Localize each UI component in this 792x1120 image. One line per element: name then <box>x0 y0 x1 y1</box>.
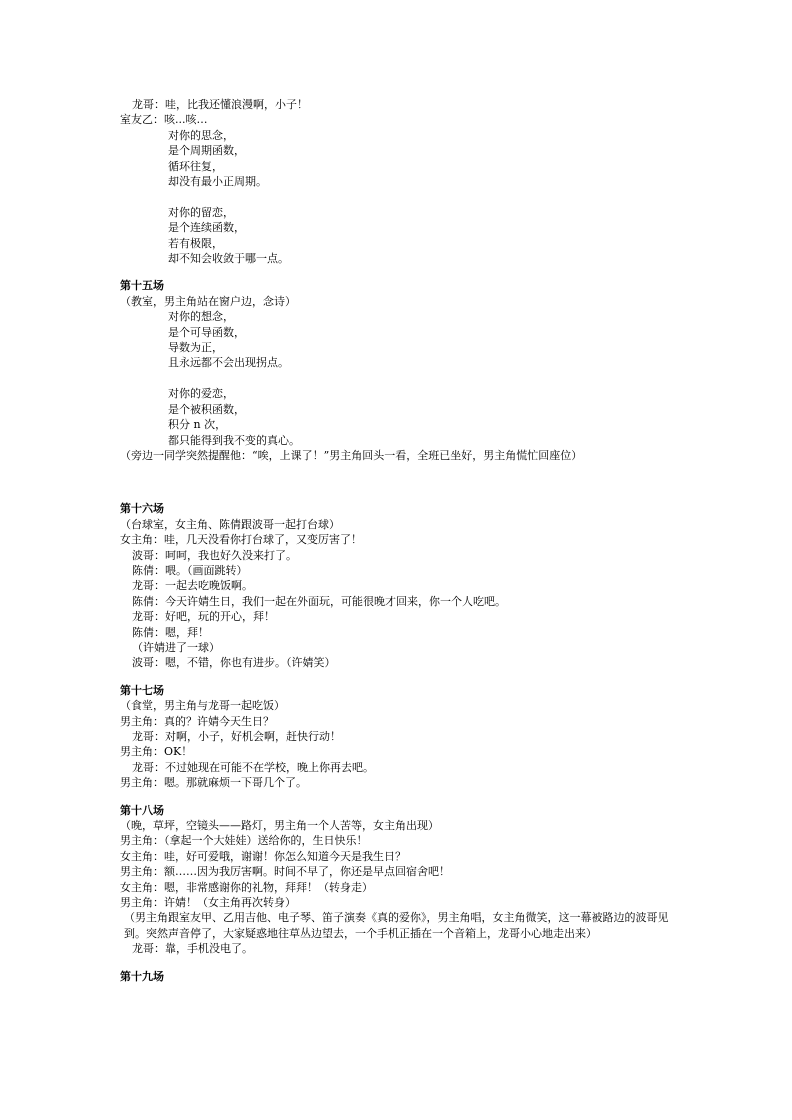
poem-line: 却不知会收敛于哪一点。 <box>168 252 289 266</box>
dialogue-line: 男主角：嗯。那就麻烦一下哥几个了。 <box>120 776 307 790</box>
dialogue-line: 男主角：真的？许婧今天生日？ <box>120 714 274 728</box>
scene-heading: 第十五场 <box>120 279 164 293</box>
poem-line: 是个连续函数， <box>168 221 245 235</box>
poem-line: 是个周期函数， <box>168 144 245 158</box>
poem-line: 都只能得到我不变的真心。 <box>168 433 300 447</box>
spacer <box>120 463 680 489</box>
stage-direction: （男主角跟室友甲、乙用吉他、电子琴、笛子演奏《真的爱你》，男主角唱，女主角微笑，这一幕被路边的波哥见到。突然声音停了，大家疑惑地往草丛边望去，一个手机正插在一个音箱上，龙哥小心地走出来） <box>124 911 669 940</box>
scene-heading: 第十八场 <box>120 803 164 817</box>
dialogue-line: 龙哥：一起去吃晚饭啊。 <box>132 579 253 593</box>
stage-direction: （食堂，男主角与龙哥一起吃饭） <box>120 699 285 713</box>
poem-line: 且永远都不会出现拐点。 <box>168 356 289 370</box>
dialogue-line: 男主角：OK！ <box>120 745 193 759</box>
scene-heading: 第十六场 <box>120 502 164 516</box>
poem-line: 导数为正， <box>168 341 223 355</box>
stage-direction: （教室，男主角站在窗户边，念诗） <box>120 294 296 308</box>
poem-line: 积分 n 次， <box>168 418 227 432</box>
dialogue-line: 龙哥：对啊，小子，好机会啊，赶快行动！ <box>132 730 341 743</box>
dialogue-line: 女主角：哇，好可爱哦，谢谢！你怎么知道今天是我生日？ <box>120 849 406 863</box>
stage-direction: （许婧进了一球） <box>132 640 220 654</box>
script-body <box>120 97 680 984</box>
dialogue-line: 波哥：呵呵，我也好久没来打了。 <box>132 548 297 562</box>
poem-line: 循环往复， <box>168 159 223 173</box>
dialogue-line: 陈倩：嗯，拜！ <box>132 625 209 639</box>
poem-line: 对你的爱恋， <box>168 387 234 401</box>
dialogue-line: 男主角：额……因为我厉害啊。时间不早了，你还是早点回宿舍吧！ <box>120 865 450 879</box>
stage-direction: （台球室，女主角、陈倩跟波哥一起打台球） <box>120 517 340 531</box>
spacer <box>120 371 680 386</box>
stage-direction: （旁边一同学突然提醒他：“唉，上课了！”男主角回头一看，全班已坐好，男主角慌忙回座位） <box>120 448 583 462</box>
dialogue-line: 女主角：哇，几天没看你打台球了，又变厉害了！ <box>120 533 362 547</box>
poem-line: 是个被积函数， <box>168 402 245 416</box>
poem-line: 若有极限， <box>168 236 223 250</box>
dialogue-line: 波哥：嗯，不错，你也有进步。（许婧笑） <box>132 656 336 670</box>
dialogue-line: 女主角：嗯，非常感谢你的礼物，拜拜！（转身走） <box>120 880 373 894</box>
dialogue-line: 室友乙：咳...咳… <box>120 113 208 127</box>
scene-heading: 第十七场 <box>120 683 164 697</box>
poem-line: 对你的想念， <box>168 310 234 324</box>
dialogue-line: 龙哥：哇，比我还懂浪漫啊，小子！ <box>132 98 308 111</box>
poem-line: 对你的思念， <box>168 128 234 142</box>
dialogue-line: 男主角：（拿起一个大娃娃）送给你的，生日快乐！ <box>120 834 368 848</box>
poem-line: 却没有最小正周期。 <box>168 175 267 189</box>
dialogue-line: 陈倩：今天许婧生日，我们一起在外面玩，可能很晚才回来，你一个人吃吧。 <box>132 594 506 608</box>
poem-line: 对你的留恋， <box>168 205 234 219</box>
dialogue-line: 龙哥：不过她现在可能不在学校，晚上你再去吧。 <box>132 760 374 774</box>
spacer <box>120 189 680 204</box>
poem-line: 是个可导函数， <box>168 325 245 339</box>
scene-heading: 第十九场 <box>120 969 164 983</box>
dialogue-line: 龙哥：好吧，玩的开心，拜！ <box>132 610 275 624</box>
dialogue-line: 陈倩：喂。（画面跳转） <box>132 563 248 577</box>
stage-direction: （晚，草坪，空镜头——路灯，男主角一个人苦等，女主角出现） <box>120 819 439 833</box>
dialogue-line: 龙哥：靠，手机没电了。 <box>132 942 253 956</box>
dialogue-line: 男主角：许婧！（女主角再次转身） <box>120 896 296 910</box>
